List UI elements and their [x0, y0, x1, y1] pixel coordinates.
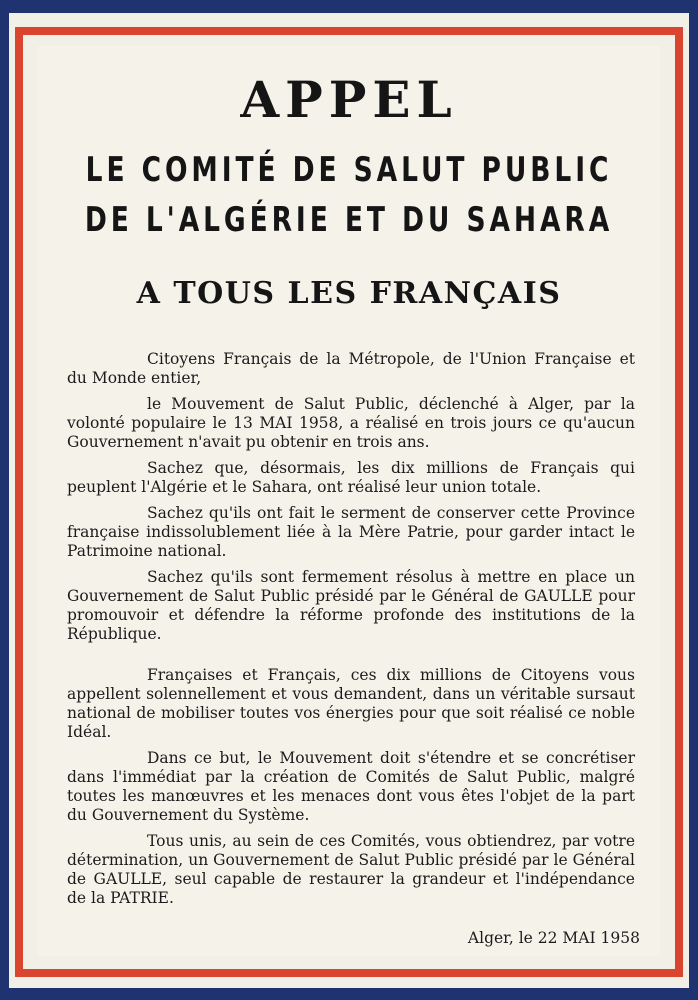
paragraph-3: Sachez que, désormais, les dix millions de Français qui peuplent l'Algérie et le Sahara, ont réalisé leur union totale. — [67, 459, 635, 496]
poster-subtitle-line1: LE COMITÉ DE SALUT PUBLIC — [85, 150, 613, 190]
poster-address-heading: A TOUS LES FRANÇAIS — [136, 276, 562, 311]
signature-date: Alger, le 22 MAI 1958 — [467, 929, 640, 947]
poster-subtitle-line2: DE L'ALGÉRIE ET DU SAHARA — [84, 200, 614, 240]
poster-body — [67, 350, 635, 915]
poster-title: APPEL — [240, 70, 458, 129]
paragraph-2: le Mouvement de Salut Public, déclenché à Alger, par la volonté populaire le 13 MAI 1958, a réalisé en trois jours ce qu'aucun Gouvernement n'avait pu obtenir en trois ans. — [67, 395, 635, 451]
paragraph-7: Dans ce but, le Mouvement doit s'étendre et se concrétiser dans l'immédiat par la création de Comités de Salut Public, malgré toutes les manœuvres et les menaces dont vous êtes l'objet de la part du Gouvernement du Système. — [67, 749, 635, 824]
paragraph-6: Françaises et Français, ces dix millions de Citoyens vous appellent solennellement et vous demandent, dans un véritable sursaut national de mobiliser toutes vos énergies pour que soit réalisé ce noble Idéal. — [67, 666, 635, 741]
paragraph-1: Citoyens Français de la Métropole, de l'Union Française et du Monde entier, — [67, 350, 635, 387]
paragraph-8: Tous unis, au sein de ces Comités, vous obtiendrez, par votre détermination, un Gouvernement de Salut Public présidé par le Général de GAULLE, seul capable de restaurer la grandeur et l'indépendance de la PATRIE. — [67, 832, 635, 907]
paragraph-4: Sachez qu'ils ont fait le serment de conserver cette Province française indissolublement liée à la Mère Patrie, pour garder intact le Patrimoine national. — [67, 504, 635, 560]
paragraph-5: Sachez qu'ils sont fermement résolus à mettre en place un Gouvernement de Salut Public présidé par le Général de GAULLE pour promouvoir et défendre la réforme profonde des institutions de la République. — [67, 568, 635, 643]
